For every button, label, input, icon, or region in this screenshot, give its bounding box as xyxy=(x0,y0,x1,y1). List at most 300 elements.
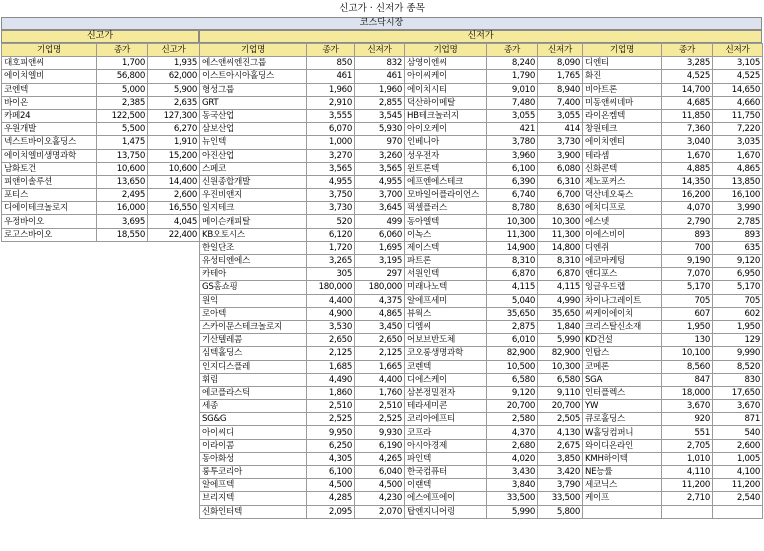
close-price: 6,120 xyxy=(307,228,355,241)
company-name: 덕산하이메탈 xyxy=(405,96,487,109)
company-name: 모바일어플라이언스 xyxy=(405,189,487,202)
new-low-section-header: 신저가 xyxy=(199,30,762,43)
close-price: 4,020 xyxy=(487,452,538,465)
low-price: 6,080 xyxy=(538,162,583,175)
low-price: 82,900 xyxy=(538,347,583,360)
header-high: 신고가 xyxy=(148,44,200,57)
table-row xyxy=(200,320,763,333)
low-price: 4,400 xyxy=(355,373,405,386)
company-name: 뉴인텍 xyxy=(200,136,307,149)
high-price: 2,635 xyxy=(148,96,200,109)
header-close: 종가 xyxy=(487,44,538,57)
company-name: 디엔쥐 xyxy=(583,241,662,254)
low-price: 4,660 xyxy=(713,96,763,109)
low-price: 8,940 xyxy=(538,83,583,96)
company-name: 에스앤씨엔진그룹 xyxy=(200,57,307,70)
company-name: 신원종합개발 xyxy=(200,175,307,188)
low-price: 3,055 xyxy=(538,109,583,122)
low-price: 3,260 xyxy=(355,149,405,162)
low-price: 3,700 xyxy=(355,189,405,202)
page-title: 신고가 · 신저가 종목 xyxy=(339,3,425,14)
close-price: 2,875 xyxy=(487,320,538,333)
close-price: 461 xyxy=(307,70,355,83)
company-name: 제이스텍 xyxy=(405,241,487,254)
high-price: 62,000 xyxy=(148,70,200,83)
low-price: 11,200 xyxy=(713,479,763,492)
table-row xyxy=(200,70,763,83)
close-price: 3,750 xyxy=(307,189,355,202)
close-price: 20,700 xyxy=(487,400,538,413)
close-price: 3,430 xyxy=(487,466,538,479)
table-row xyxy=(200,479,763,492)
header-close: 종가 xyxy=(97,44,148,57)
company-name: 신화인터텍 xyxy=(200,505,307,518)
company-name: W홀딩컴퍼니 xyxy=(583,426,662,439)
low-price: 297 xyxy=(355,268,405,281)
low-price: 871 xyxy=(713,413,763,426)
close-price: 35,650 xyxy=(487,307,538,320)
low-price: 10,300 xyxy=(538,360,583,373)
low-price: 4,115 xyxy=(538,281,583,294)
company-name: 로고스바이오 xyxy=(2,228,97,241)
company-name: 인터플렉스 xyxy=(583,386,662,399)
table-row xyxy=(200,175,763,188)
low-price: 20,700 xyxy=(538,400,583,413)
low-price: 16,100 xyxy=(713,189,763,202)
close-price: 3,040 xyxy=(662,136,713,149)
close-price: 2,525 xyxy=(307,413,355,426)
high-price: 15,200 xyxy=(148,149,200,162)
close-price: 6,100 xyxy=(307,466,355,479)
low-price: 1,960 xyxy=(355,83,405,96)
high-price: 22,400 xyxy=(148,228,200,241)
table-row xyxy=(200,334,763,347)
table-row xyxy=(200,241,763,254)
low-price: 3,670 xyxy=(713,400,763,413)
company-name: SG&G xyxy=(200,413,307,426)
low-price: 2,650 xyxy=(355,334,405,347)
close-price: 4,370 xyxy=(487,426,538,439)
company-name: 코오롱생명과학 xyxy=(405,347,487,360)
low-price: 2,070 xyxy=(355,505,405,518)
low-price: 3,730 xyxy=(538,136,583,149)
low-price: 4,500 xyxy=(355,479,405,492)
table-row xyxy=(200,162,763,175)
low-price: 180,000 xyxy=(355,281,405,294)
low-price: 3,105 xyxy=(713,57,763,70)
close-price: 893 xyxy=(662,228,713,241)
header-company: 기업명 xyxy=(405,44,487,57)
close-price: 11,300 xyxy=(487,228,538,241)
close-price: 11,200 xyxy=(662,479,713,492)
company-name: 코메론 xyxy=(583,360,662,373)
low-price: 6,310 xyxy=(538,175,583,188)
close-price: 6,390 xyxy=(487,175,538,188)
low-price: 2,675 xyxy=(538,439,583,452)
company-name: YW xyxy=(583,400,662,413)
company-name: KD건설 xyxy=(583,334,662,347)
table-row xyxy=(200,57,763,70)
close-price: 5,040 xyxy=(487,294,538,307)
close-price: 2,580 xyxy=(487,413,538,426)
table-row xyxy=(200,373,763,386)
company-name: 아이씨케이 xyxy=(405,70,487,83)
company-name: 라이온켐텍 xyxy=(583,109,662,122)
low-price: 2,540 xyxy=(713,492,763,505)
close-price: 2,510 xyxy=(307,400,355,413)
company-name: 인지디스플레 xyxy=(200,360,307,373)
header-low: 신저가 xyxy=(713,44,763,57)
close-price xyxy=(662,505,713,518)
close-price: 6,250 xyxy=(307,439,355,452)
table-row xyxy=(200,189,763,202)
table-row xyxy=(200,360,763,373)
company-name: 큐로홀딩스 xyxy=(583,413,662,426)
table-row xyxy=(200,452,763,465)
table-row xyxy=(200,400,763,413)
low-price: 5,170 xyxy=(713,281,763,294)
low-price: 6,060 xyxy=(355,228,405,241)
low-price: 5,930 xyxy=(355,123,405,136)
table-row xyxy=(200,123,763,136)
close-price: 56,800 xyxy=(97,70,148,83)
company-name: 카페24 xyxy=(2,109,97,122)
low-price: 4,955 xyxy=(355,175,405,188)
company-name: 메이슨캐피탈 xyxy=(200,215,307,228)
company-name: 카테아 xyxy=(200,268,307,281)
table-row xyxy=(2,83,200,96)
close-price: 3,055 xyxy=(487,109,538,122)
table-row xyxy=(2,57,200,70)
company-name: 서원인텍 xyxy=(405,268,487,281)
table-row xyxy=(200,492,763,505)
low-price: 33,500 xyxy=(538,492,583,505)
low-price: 8,630 xyxy=(538,202,583,215)
table-row xyxy=(200,149,763,162)
low-price: 2,505 xyxy=(538,413,583,426)
company-name: 우원개발 xyxy=(2,123,97,136)
low-price: 2,785 xyxy=(713,215,763,228)
low-price: 2,600 xyxy=(713,439,763,452)
company-name: 스카이문스테크놀로지 xyxy=(200,320,307,333)
close-price: 4,885 xyxy=(662,162,713,175)
company-name: 휘림 xyxy=(200,373,307,386)
high-price: 1,910 xyxy=(148,136,200,149)
company-name: 알에프텍 xyxy=(200,479,307,492)
table-row xyxy=(200,505,763,518)
close-price: 1,670 xyxy=(662,149,713,162)
table-row xyxy=(2,175,200,188)
close-price: 9,950 xyxy=(307,426,355,439)
low-price: 3,645 xyxy=(355,202,405,215)
close-price: 3,270 xyxy=(307,149,355,162)
company-name: 우진비앤지 xyxy=(200,189,307,202)
company-name: 코엔텍 xyxy=(2,83,97,96)
close-price: 4,685 xyxy=(662,96,713,109)
new-high-table xyxy=(1,43,200,242)
low-price: 7,220 xyxy=(713,123,763,136)
company-name: 브리지텍 xyxy=(200,492,307,505)
close-price: 1,700 xyxy=(97,57,148,70)
close-price: 5,990 xyxy=(487,505,538,518)
low-price: 129 xyxy=(713,334,763,347)
company-name: 에스넷 xyxy=(583,215,662,228)
company-name: 세종 xyxy=(200,400,307,413)
low-price: 2,510 xyxy=(355,400,405,413)
close-price: 33,500 xyxy=(487,492,538,505)
company-name: 신화콘텍 xyxy=(583,162,662,175)
company-name: 삼본정밀전자 xyxy=(405,386,487,399)
close-price: 8,240 xyxy=(487,57,538,70)
company-name: 심텍홀딩스 xyxy=(200,347,307,360)
low-price: 6,870 xyxy=(538,268,583,281)
low-price: 705 xyxy=(713,294,763,307)
high-price: 16,550 xyxy=(148,202,200,215)
low-price: 4,100 xyxy=(713,466,763,479)
low-price: 4,865 xyxy=(713,162,763,175)
company-name: 디에이테크놀로지 xyxy=(2,202,97,215)
company-name: 테라세미콘 xyxy=(405,400,487,413)
company-name: 덕산네오룩스 xyxy=(583,189,662,202)
low-price: 4,265 xyxy=(355,452,405,465)
company-name: SGA xyxy=(583,373,662,386)
close-price: 4,285 xyxy=(307,492,355,505)
company-name: 바이온 xyxy=(2,96,97,109)
low-price: 3,990 xyxy=(713,202,763,215)
company-name: 디엠씨 xyxy=(405,320,487,333)
low-price: 499 xyxy=(355,215,405,228)
company-name: 케이프 xyxy=(583,492,662,505)
close-price: 3,565 xyxy=(307,162,355,175)
low-price: 832 xyxy=(355,57,405,70)
table-row xyxy=(200,439,763,452)
high-price: 2,600 xyxy=(148,189,200,202)
company-name: 삼보산업 xyxy=(200,123,307,136)
table-row xyxy=(2,96,200,109)
company-name: 파트론 xyxy=(405,255,487,268)
company-name: 잉글우드랩 xyxy=(583,281,662,294)
company-name: 에코플라스틱 xyxy=(200,386,307,399)
low-price: 3,565 xyxy=(355,162,405,175)
close-price: 4,525 xyxy=(662,70,713,83)
close-price: 6,580 xyxy=(487,373,538,386)
close-price: 10,100 xyxy=(662,347,713,360)
company-name: 이랜텍 xyxy=(405,479,487,492)
low-price: 35,650 xyxy=(538,307,583,320)
close-price: 180,000 xyxy=(307,281,355,294)
low-price: 3,450 xyxy=(355,320,405,333)
company-name: 한일단조 xyxy=(200,241,307,254)
close-price: 2,650 xyxy=(307,334,355,347)
table-row xyxy=(2,228,200,241)
header-low: 신저가 xyxy=(538,44,583,57)
close-price: 4,400 xyxy=(307,294,355,307)
company-name: 코렌텍 xyxy=(405,360,487,373)
new-high-section-header: 신고가 xyxy=(1,30,199,43)
high-price: 127,300 xyxy=(148,109,200,122)
high-price: 5,900 xyxy=(148,83,200,96)
close-price: 6,740 xyxy=(487,189,538,202)
company-name: 아이씨디 xyxy=(200,426,307,439)
close-price: 7,070 xyxy=(662,268,713,281)
company-name: 에이치시티 xyxy=(405,83,487,96)
company-name: 비아트론 xyxy=(583,83,662,96)
company-name: 동국산업 xyxy=(200,109,307,122)
low-price: 9,110 xyxy=(538,386,583,399)
close-price: 18,000 xyxy=(662,386,713,399)
company-name: 원익 xyxy=(200,294,307,307)
company-name: 룽투코리아 xyxy=(200,466,307,479)
low-price: 4,130 xyxy=(538,426,583,439)
close-price: 13,750 xyxy=(97,149,148,162)
close-price: 9,120 xyxy=(487,386,538,399)
company-name: HB테크놀러지 xyxy=(405,109,487,122)
close-price: 1,950 xyxy=(662,320,713,333)
table-row xyxy=(200,347,763,360)
table-row xyxy=(200,255,763,268)
company-name: 미래나노텍 xyxy=(405,281,487,294)
close-price: 607 xyxy=(662,307,713,320)
low-price: 602 xyxy=(713,307,763,320)
company-name: 대호피앤씨 xyxy=(2,57,97,70)
company-name: 디엔티 xyxy=(583,57,662,70)
company-name: 씨케이에이치 xyxy=(583,307,662,320)
low-price xyxy=(713,505,763,518)
low-price: 14,650 xyxy=(713,83,763,96)
company-name: 이녹스 xyxy=(405,228,487,241)
low-price: 970 xyxy=(355,136,405,149)
close-price: 5,500 xyxy=(97,123,148,136)
close-price: 5,170 xyxy=(662,281,713,294)
close-price: 3,555 xyxy=(307,109,355,122)
close-price: 122,500 xyxy=(97,109,148,122)
high-price: 6,270 xyxy=(148,123,200,136)
low-price: 2,525 xyxy=(355,413,405,426)
low-price: 4,990 xyxy=(538,294,583,307)
close-price: 4,110 xyxy=(662,466,713,479)
low-price: 2,125 xyxy=(355,347,405,360)
company-name: 아이오케이 xyxy=(405,123,487,136)
table-row xyxy=(200,386,763,399)
close-price: 16,000 xyxy=(97,202,148,215)
close-price: 14,350 xyxy=(662,175,713,188)
table-row xyxy=(200,83,763,96)
low-price: 4,865 xyxy=(355,307,405,320)
close-price: 1,720 xyxy=(307,241,355,254)
company-name: 이에스비이 xyxy=(583,228,662,241)
close-price: 1,860 xyxy=(307,386,355,399)
close-price: 4,070 xyxy=(662,202,713,215)
low-price: 4,525 xyxy=(713,70,763,83)
table-row xyxy=(2,70,200,83)
company-name: 알에프세미 xyxy=(405,294,487,307)
company-name: 에코마케팅 xyxy=(583,255,662,268)
close-price: 130 xyxy=(662,334,713,347)
close-price: 421 xyxy=(487,123,538,136)
header-company: 기업명 xyxy=(200,44,307,57)
close-price: 3,265 xyxy=(307,255,355,268)
close-price: 3,780 xyxy=(487,136,538,149)
low-price: 7,400 xyxy=(538,96,583,109)
close-price: 14,900 xyxy=(487,241,538,254)
close-price: 847 xyxy=(662,373,713,386)
close-price: 2,710 xyxy=(662,492,713,505)
table-row xyxy=(2,215,200,228)
low-price: 3,790 xyxy=(538,479,583,492)
table-row xyxy=(200,202,763,215)
close-price: 9,010 xyxy=(487,83,538,96)
company-name: 화진 xyxy=(583,70,662,83)
close-price: 6,010 xyxy=(487,334,538,347)
header-close: 종가 xyxy=(662,44,713,57)
close-price: 8,560 xyxy=(662,360,713,373)
low-price: 1,950 xyxy=(713,320,763,333)
company-name: 파인텍 xyxy=(405,452,487,465)
company-name: 에치디프로 xyxy=(583,202,662,215)
low-price: 8,310 xyxy=(538,255,583,268)
company-name: 세코닉스 xyxy=(583,479,662,492)
close-price: 700 xyxy=(662,241,713,254)
company-name: 어보브반도체 xyxy=(405,334,487,347)
close-price: 3,670 xyxy=(662,400,713,413)
low-price: 11,300 xyxy=(538,228,583,241)
close-price: 13,650 xyxy=(97,175,148,188)
company-name: 포티스 xyxy=(2,189,97,202)
close-price: 4,305 xyxy=(307,452,355,465)
low-price: 6,190 xyxy=(355,439,405,452)
company-name: 인베니아 xyxy=(405,136,487,149)
low-price: 6,700 xyxy=(538,189,583,202)
company-name: 기산텔레콤 xyxy=(200,334,307,347)
table-row xyxy=(200,109,763,122)
close-price: 3,730 xyxy=(307,202,355,215)
low-price: 10,300 xyxy=(538,215,583,228)
table-row xyxy=(2,149,200,162)
company-name: 이스트아시아홀딩스 xyxy=(200,70,307,83)
header-close: 종가 xyxy=(307,44,355,57)
company-name: 한국컴퓨터 xyxy=(405,466,487,479)
close-price: 16,200 xyxy=(662,189,713,202)
table-row xyxy=(200,307,763,320)
close-price: 82,900 xyxy=(487,347,538,360)
company-name: 남화토건 xyxy=(2,162,97,175)
company-name: 이라이콤 xyxy=(200,439,307,452)
company-name: 디에스케이 xyxy=(405,373,487,386)
company-name: 테라셈 xyxy=(583,149,662,162)
low-price: 8,090 xyxy=(538,57,583,70)
close-price: 4,490 xyxy=(307,373,355,386)
table-row xyxy=(200,268,763,281)
high-price: 1,935 xyxy=(148,57,200,70)
company-name: 크리스탈신소재 xyxy=(583,320,662,333)
company-name: 동아화성 xyxy=(200,452,307,465)
close-price: 3,960 xyxy=(487,149,538,162)
low-price: 3,545 xyxy=(355,109,405,122)
close-price: 3,285 xyxy=(662,57,713,70)
close-price: 920 xyxy=(662,413,713,426)
close-price: 11,850 xyxy=(662,109,713,122)
company-name: 넥스트바이오홀딩스 xyxy=(2,136,97,149)
low-price: 4,375 xyxy=(355,294,405,307)
company-name: 에스에프에이 xyxy=(405,492,487,505)
low-price: 1,765 xyxy=(538,70,583,83)
low-price: 1,005 xyxy=(713,452,763,465)
table-row xyxy=(200,136,763,149)
company-name: 코프라 xyxy=(405,426,487,439)
low-price: 540 xyxy=(713,426,763,439)
company-name: 로아텍 xyxy=(200,307,307,320)
low-price: 461 xyxy=(355,70,405,83)
